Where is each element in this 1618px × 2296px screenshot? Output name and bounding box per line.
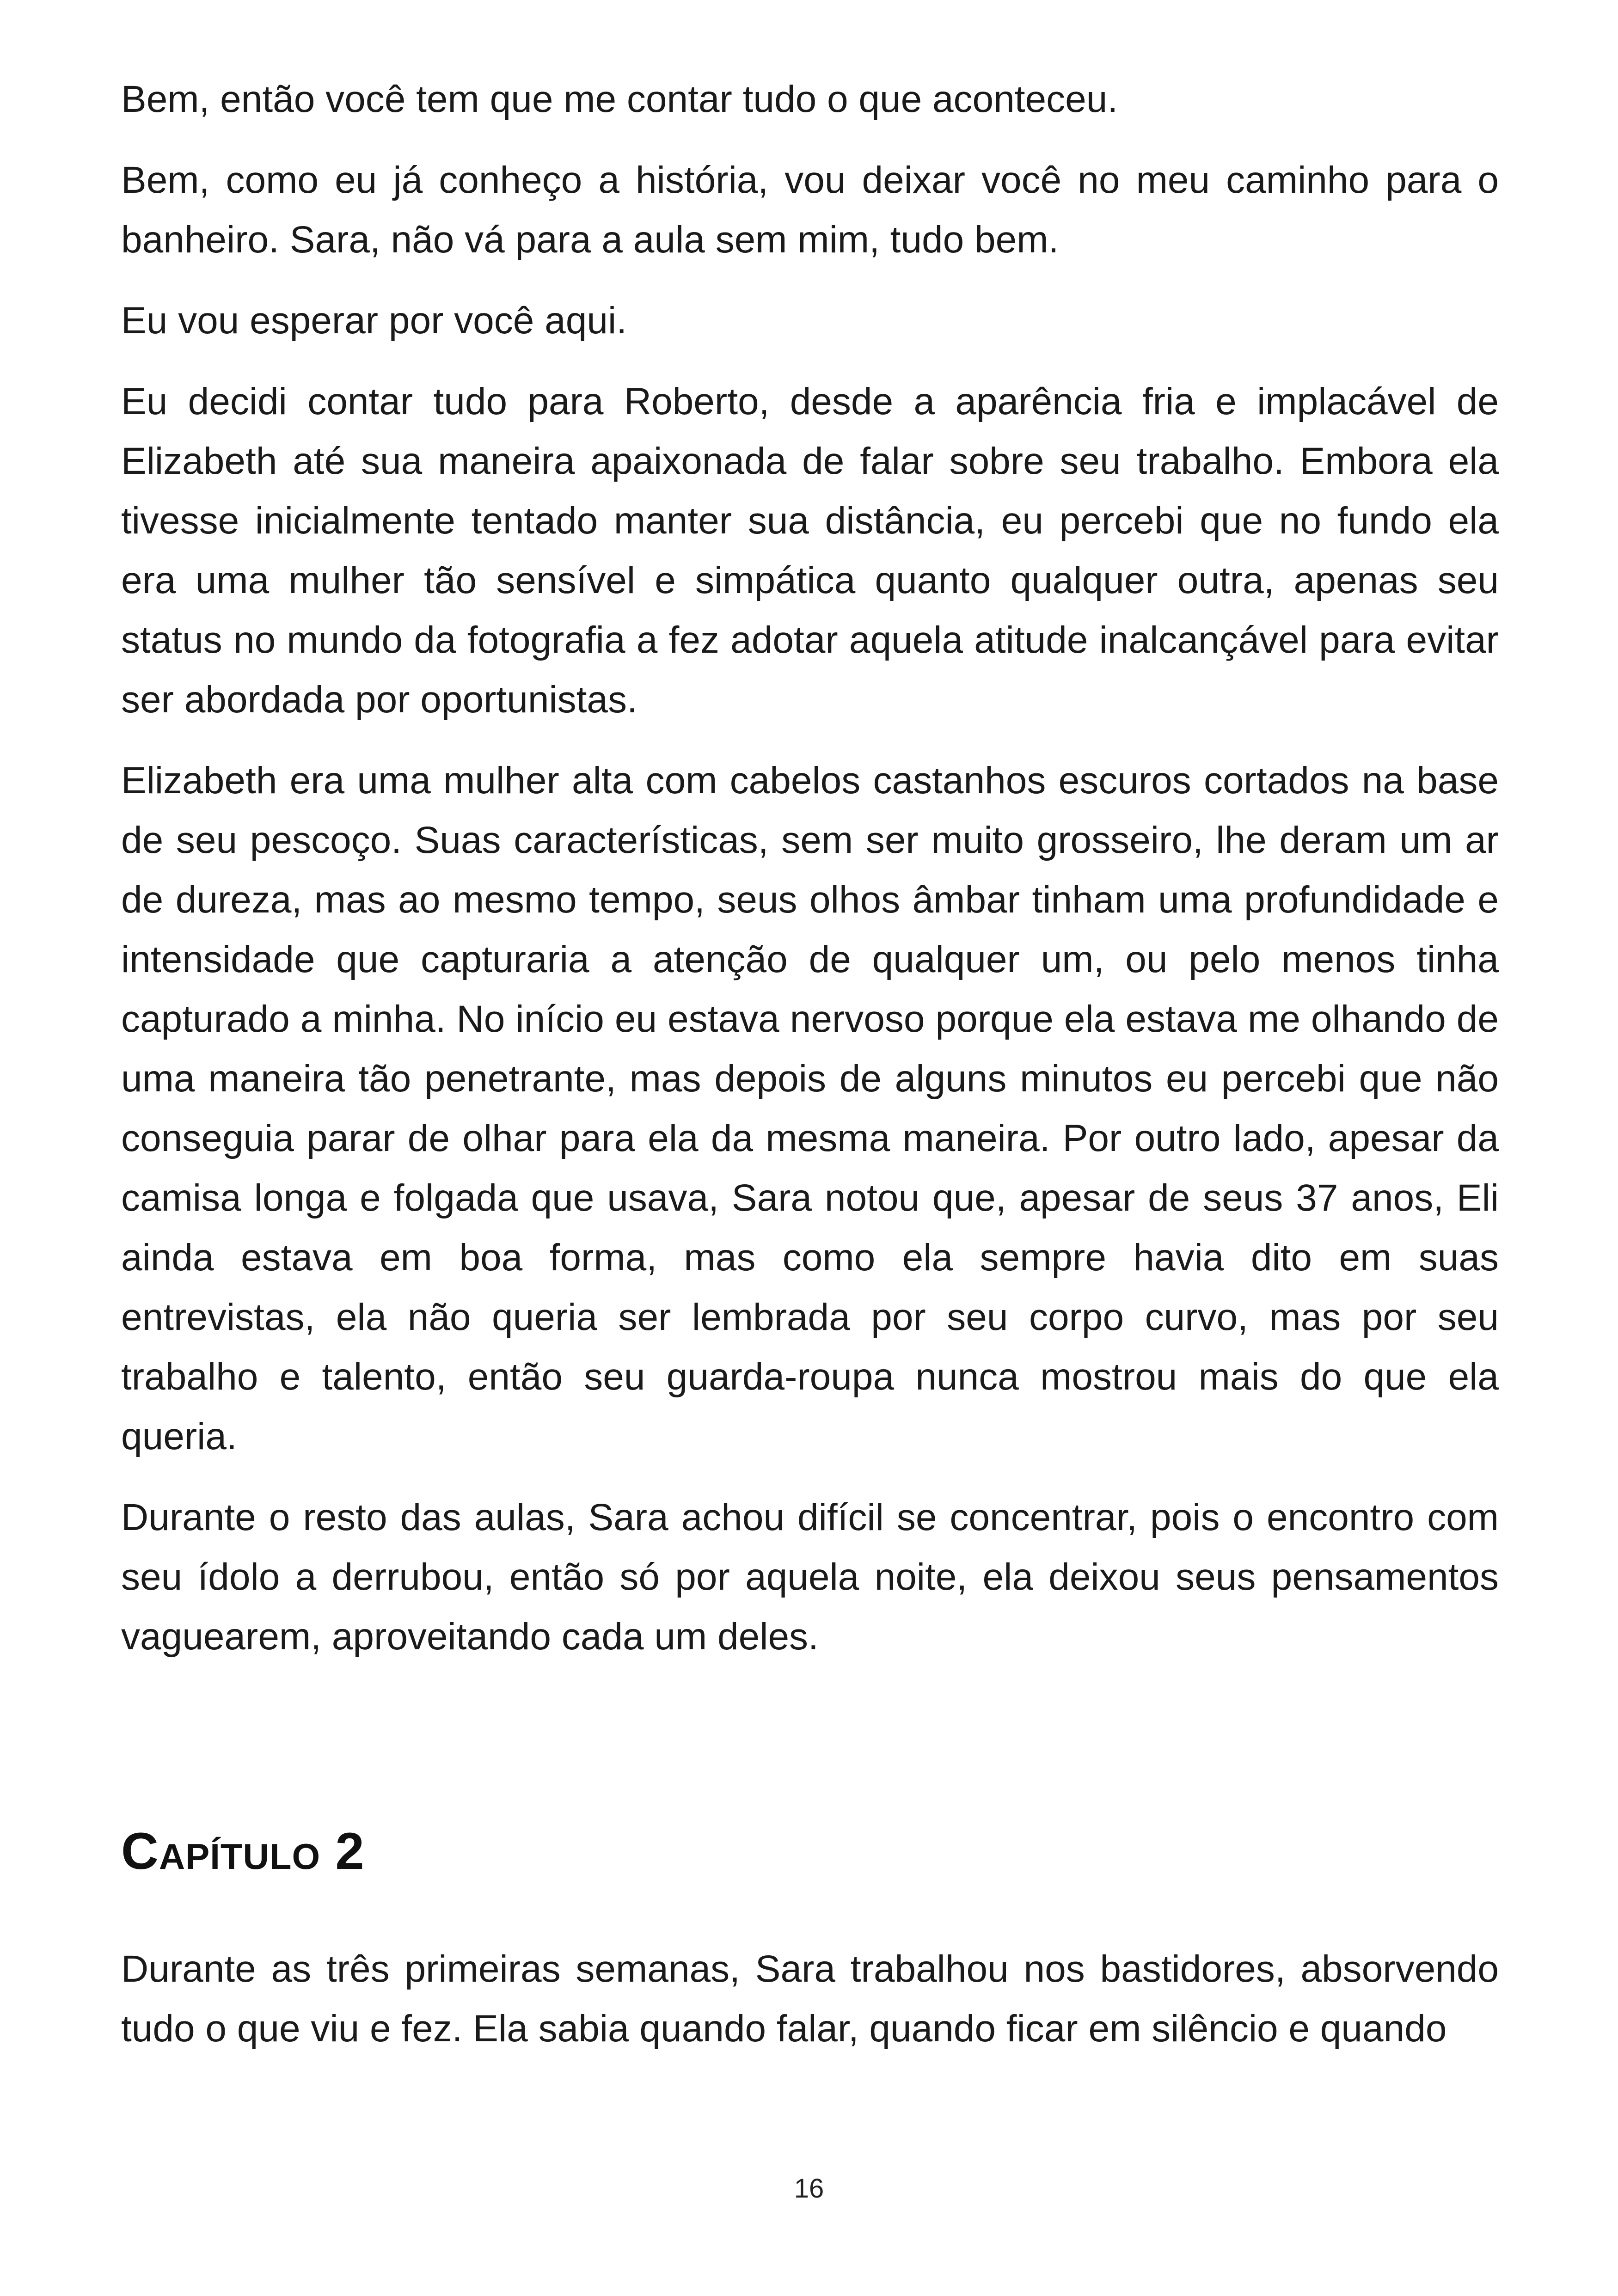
paragraph-5: Elizabeth era uma mulher alta com cabelos castanhos escuros cortados na base de seu pescoço. Suas características, sem ser muito grosseiro, lhe deram um ar de dureza, mas ao mesmo tempo, seus olhos âmbar tinham uma profundidade e intensidade que capturaria a atenção de qualquer um, ou pelo menos tinha capturado a minha. No início eu estava nervoso porque ela estava me olhando de uma maneira tão penetrante, mas depois de alguns minutos eu percebi que não conseguia parar de olhar para ela da mesma maneira. Por outro lado, apesar da camisa longa e folgada que usava, Sara notou que, apesar de seus 37 anos, Eli ainda estava em boa forma, mas como ela sempre havia dito em suas entrevistas, ela não queria ser lembrada por seu corpo curvo, mas por seu trabalho e talento, então seu guarda-roupa nunca mostrou mais do que ela queria.: [121, 759, 1499, 1457]
page-body: [121, 69, 1499, 2080]
paragraph-1: Bem, então você tem que me contar tudo o que aconteceu.: [121, 78, 1118, 120]
paragraph-7: Durante as três primeiras semanas, Sara trabalhou nos bastidores, absorvendo tudo o que viu e fez. Ela sabia quando falar, quando ficar em silêncio e quando: [121, 1948, 1499, 2050]
paragraph-4: Eu decidi contar tudo para Roberto, desde a aparência fria e implacável de Elizabeth até sua maneira apaixonada de falar sobre seu trabalho. Embora ela tivesse inicialmente tentado manter sua distância, eu percebi que no fundo ela era uma mulher tão sensível e simpática quanto qualquer outra, apenas seu status no mundo da fotografia a fez adotar aquela atitude inalcançável para evitar ser abordada por oportunistas.: [121, 380, 1499, 721]
paragraph-2: Bem, como eu já conheço a história, vou deixar você no meu caminho para o banheiro. Sara, não vá para a aula sem mim, tudo bem.: [121, 159, 1499, 261]
paragraph-6: Durante o resto das aulas, Sara achou difícil se concentrar, pois o encontro com seu ídolo a derrubou, então só por aquela noite, ela deixou seus pensamentos vaguearem, aproveitando cada um deles.: [121, 1496, 1499, 1658]
paragraph-3: Eu vou esperar por você aqui.: [121, 300, 627, 342]
page-number: 16: [794, 2174, 824, 2204]
chapter-title: Capítulo 2: [121, 1822, 365, 1880]
